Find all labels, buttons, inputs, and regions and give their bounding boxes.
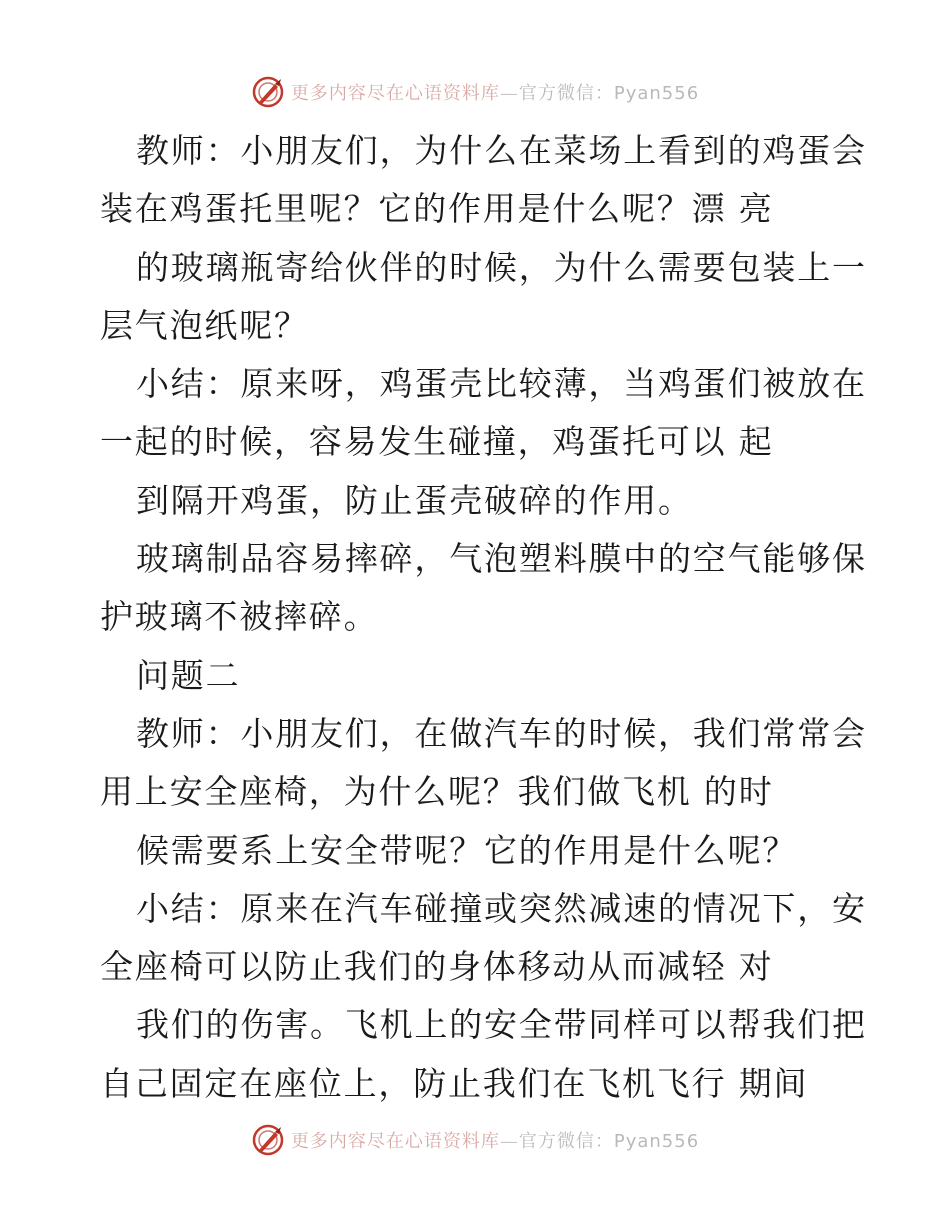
text-line: 到隔开鸡蛋，防止蛋壳破碎的作用。 <box>136 480 693 520</box>
text-line: 护玻璃不被摔碎。 <box>100 597 379 637</box>
text-line: 玻璃制品容易摔碎，气泡塑料膜中的空气能够保 <box>136 539 867 579</box>
quill-logo-icon <box>251 1123 285 1157</box>
text-line: 一起的时候，容易发生碰撞，鸡蛋托可以 起 <box>100 422 774 462</box>
text-line: 教师：小朋友们，在做汽车的时候，我们常常会 <box>136 713 867 753</box>
text-line: 全座椅可以防止我们的身体移动从而减轻 对 <box>100 947 774 987</box>
watermark-text: 更多内容尽在心语资料库—官方微信：Pyan556 <box>290 1131 700 1152</box>
text-line: 候需要系上安全带呢？它的作用是什么呢？ <box>136 830 798 870</box>
text-line: 层气泡纸呢？ <box>100 305 309 345</box>
text-line: 的玻璃瓶寄给伙伴的时候，为什么需要包装上一 <box>136 247 867 287</box>
text-line: 装在鸡蛋托里呢？它的作用是什么呢？漂 亮 <box>100 189 774 229</box>
text-line: 问题二 <box>136 655 241 695</box>
text-line: 小结：原来呀，鸡蛋壳比较薄，当鸡蛋们被放在 <box>136 364 867 404</box>
header-watermark <box>0 72 950 112</box>
document-body <box>100 122 867 1113</box>
text-line: 教师：小朋友们，为什么在菜场上看到的鸡蛋会 <box>136 131 867 170</box>
text-line: 我们的伤害。飞机上的安全带同样可以帮我们把 <box>136 1005 867 1045</box>
quill-logo-icon <box>251 75 285 109</box>
text-line: 自己固定在座位上，防止我们在飞机飞行 期间 <box>100 1063 809 1103</box>
footer-watermark <box>0 1120 950 1160</box>
text-line: 小结：原来在汽车碰撞或突然减速的情况下，安 <box>136 888 867 928</box>
watermark-text: 更多内容尽在心语资料库—官方微信：Pyan556 <box>290 83 700 104</box>
text-line: 用上安全座椅，为什么呢？我们做飞机 的时 <box>100 772 774 812</box>
